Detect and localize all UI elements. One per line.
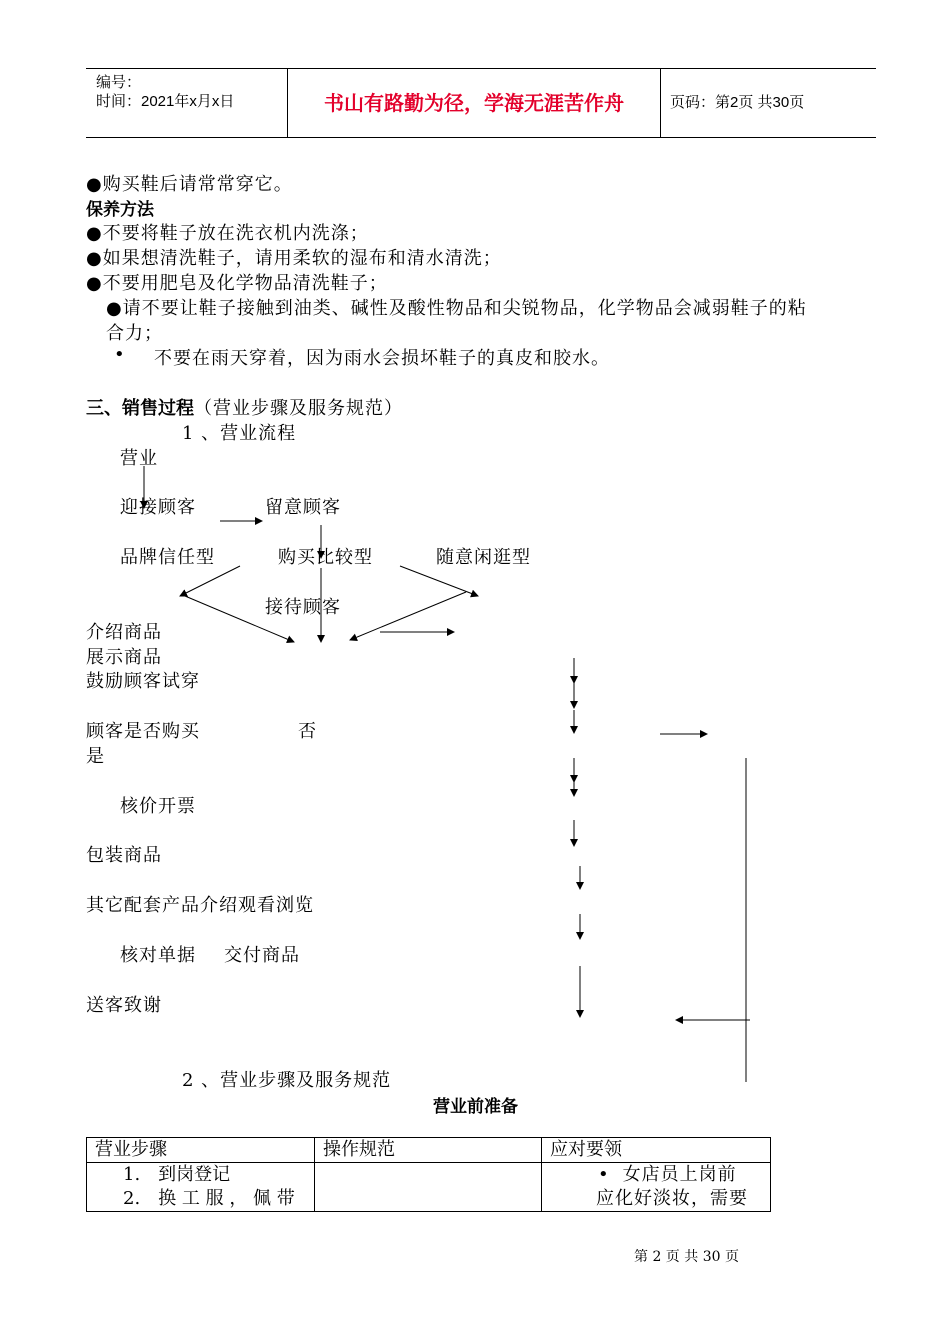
care-bullet: ●不要将鞋子放在洗衣机内洗涤； [86,223,369,244]
flow-greet: 迎接顾客 [120,497,196,518]
page-footer: 第 2 页 共 30 页 [634,1249,739,1265]
flow-casual: 随意闲逛型 [436,547,531,568]
flow-decide: 顾客是否购买 [86,721,200,742]
care-bullet: ●如果想清洗鞋子，请用柔软的湿布和清水清洗； [86,248,502,269]
number-label: 编号： [96,74,142,91]
flow-yes: 是 [86,746,105,767]
table-header-cell: 营业步骤 [87,1138,315,1163]
section-3-title-rest: （营业步骤及服务规范） [194,398,403,419]
table-cell-steps [87,1163,315,1212]
arrow-brand-to-receive [185,596,294,642]
table-header-row [87,1138,771,1163]
table-row [87,1163,771,1212]
care-bullet-rain: 不要在雨天穿着，因为雨水会损坏鞋子的真皮和胶水。 [154,348,610,369]
subsection-1-title: 1 、营业流程 [182,423,297,444]
flow-deliver: 交付商品 [224,945,300,966]
flow-introduce: 介绍商品 [86,622,162,643]
care-bullet: ●不要用肥皂及化学物品清洗鞋子； [86,273,388,294]
step-item: 1. 到岗登记 [123,1164,231,1185]
arrow-casual-to-receive [350,592,466,640]
care-bullet-long-cont: 合力； [106,323,163,344]
tip-line [550,1163,762,1187]
table-header-cell: 操作规范 [315,1138,542,1163]
step-item: 2. 换 工 服 ， 佩 带 [123,1188,295,1209]
table-header-cell: 应对要领 [542,1138,771,1163]
care-heading: 保养方法 [86,200,154,220]
care-bullet-long: ●请不要让鞋子接触到油类、碱性及酸性物品和尖锐物品，化学物品会减弱鞋子的粘 [106,298,807,319]
section-3-title-bold: 三、销售过程 [86,398,194,419]
header-motto: 书山有路勤为径，学海无涯苦作舟 [324,91,624,115]
flow-compare: 购买比较型 [278,547,373,568]
flow-price: 核价开票 [120,796,196,817]
flow-other: 其它配套产品介绍观看浏览 [86,895,314,916]
header-page-number: 页码：第2页 共30页 [670,94,805,111]
flow-start: 营业 [120,448,158,469]
rules-table [86,1137,771,1212]
tip-text: 女店员上岗前 [622,1164,737,1185]
bullet-marker: • [598,1164,609,1185]
flow-brand-trust: 品牌信任型 [120,547,215,568]
flow-no: 否 [298,721,317,742]
flow-receive: 接待顾客 [265,597,341,618]
arrow-notice-to-brand [180,566,240,596]
bullet-marker: • [114,344,125,365]
flow-check: 核对单据 [120,945,196,966]
table-cell-tips [542,1163,771,1212]
flow-pack: 包装商品 [86,845,162,866]
arrow-notice-to-casual [400,566,478,596]
flow-display: 展示商品 [86,647,162,668]
time-label: 时间：2021年x月x日 [96,93,235,110]
subsection-2-title: 2 、营业步骤及服务规范 [182,1070,392,1091]
flow-notice: 留意顾客 [265,497,341,518]
care-intro: ●购买鞋后请常常穿它。 [86,174,293,195]
table-cell-spec [315,1163,542,1212]
flow-encourage: 鼓励顾客试穿 [86,671,200,692]
tip-text: 应化好淡妆，需要 [596,1188,748,1209]
flow-thanks: 送客致谢 [86,995,162,1016]
table-title: 营业前准备 [433,1097,518,1117]
